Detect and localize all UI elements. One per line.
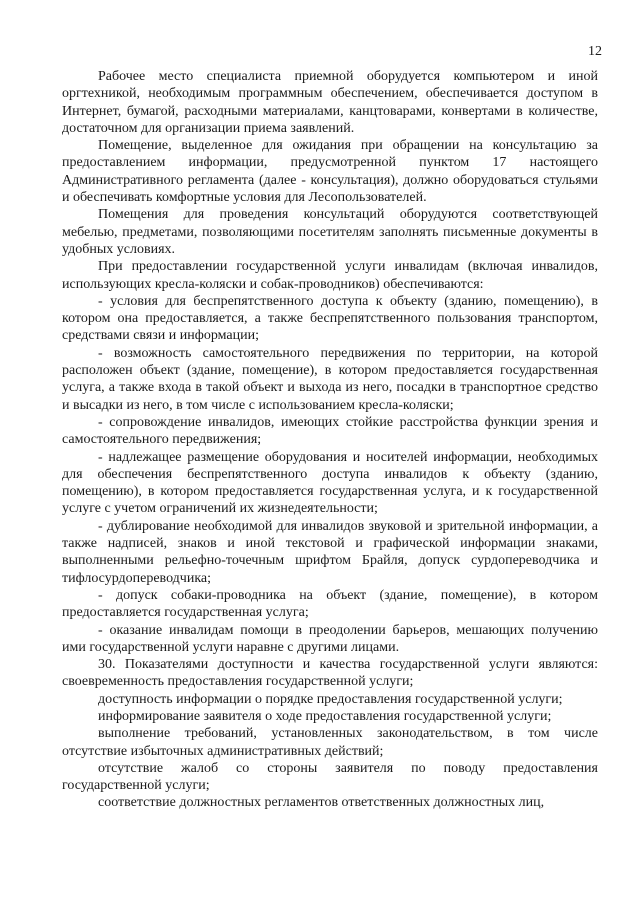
indicator-job-regulations: соответствие должностных регламентов ответственных должностных лиц, xyxy=(98,795,545,811)
list-item-guide-dog: - допуск собаки-проводника на объект (здание, помещение), в котором предоставляется государственная услуга; xyxy=(62,587,598,621)
list-item-barrier-help: - оказание инвалидам помощи в преодолении барьеров, мешающих получению ими государственной услуги наравне с другими лицами. xyxy=(62,622,598,655)
indicator-progress-informing: информирование заявителя о ходе предоставления государственной услуги; xyxy=(98,708,552,724)
paragraph-section-30: 30. Показателями доступности и качества государственной услуги являются: своевременность предоставления государственной услуги; xyxy=(62,657,598,690)
indicator-information-availability: доступность информации о порядке предоставления государственной услуги; xyxy=(98,691,563,707)
document-body xyxy=(62,68,598,812)
paragraph-waiting-room: Помещение, выделенное для ожидания при обращении на консультацию за предоставлением информации, предусмотренной пунктом 17 настоящего Административного регламента (далее - консультация), должно оборудоваться стульями и обеспечивать комфортные условия для Лесопользователей. xyxy=(62,138,598,206)
indicator-no-complaints: отсутствие жалоб со стороны заявителя по поводу предоставления государственной услуги; xyxy=(62,760,598,794)
list-item-independent-movement: - возможность самостоятельного передвижения по территории, на которой расположен объект (здание, помещение), в котором предоставляется государственная услуга, а также входа в такой объект и выхода из него, посадки в транспортное средство и высадки из него, в том числе с использованием кресла-коляски; xyxy=(62,345,598,413)
indicator-requirements-compliance: выполнение требований, установленных законодательством, в том числе отсутствие избыточных административных действий; xyxy=(62,726,598,759)
list-item-equipment-placement: - надлежащее размещение оборудования и носителей информации, необходимых для обеспечения беспрепятственного доступа инвалидов к объекту (зданию, помещению), в котором предоставляется государственная услуга, и к государственной услуге с учетом ограничений их жизнедеятельности; xyxy=(62,449,598,517)
list-item-information-duplication: - дублирование необходимой для инвалидов звуковой и зрительной информации, а также надписей, знаков и иной текстовой и графической информации знаками, выполненными рельефно-точечным шрифтом Брайля, допуск сурдопереводчика и тифлосурдопереводчика; xyxy=(62,518,598,586)
paragraph-workplace-equipment: Рабочее место специалиста приемной оборудуется компьютером и иной оргтехникой, необходимым программным обеспечением, обеспечивается доступом в Интернет, бумагой, расходными материалами, канцтоварами, конвертами в количестве, достаточном для организации приема заявлений. xyxy=(62,69,598,136)
list-item-escort: - сопровождение инвалидов, имеющих стойкие расстройства функции зрения и самостоятельного передвижения; xyxy=(62,414,598,448)
list-item-unobstructed-access: - условия для беспрепятственного доступа к объекту (зданию, помещению), в котором она предоставляется, а также беспрепятственного пользования транспортом, средствами связи и информации; xyxy=(62,293,598,344)
paragraph-consultation-rooms: Помещения для проведения консультаций оборудуются соответствующей мебелью, предметами, позволяющими посетителям заполнять письменные документы в удобных условиях. xyxy=(62,207,598,257)
page-number: 12 xyxy=(588,44,602,59)
paragraph-disabled-access-intro: При предоставлении государственной услуги инвалидам (включая инвалидов, использующих кресла-коляски и собак-проводников) обеспечиваются: xyxy=(62,259,598,292)
